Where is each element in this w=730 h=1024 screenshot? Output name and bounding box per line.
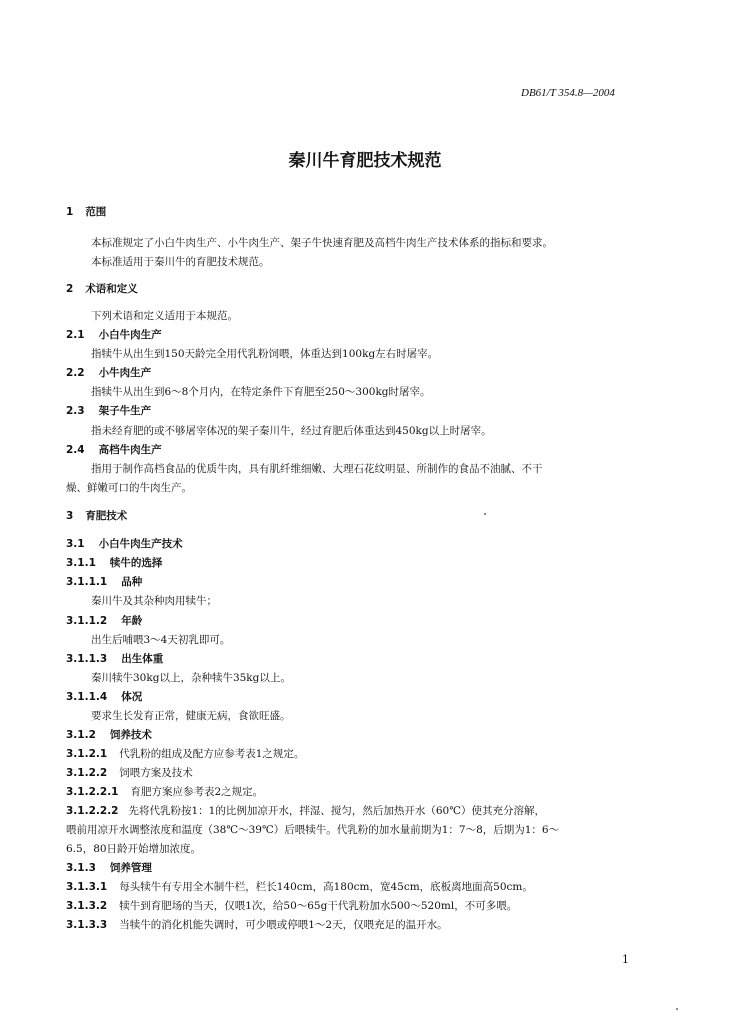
clause-heading	[66, 690, 142, 704]
clause-heading	[66, 366, 151, 380]
paragraph: 指犊牛从出生到150天龄完全用代乳粉饲喂，体重达到100kg左右时屠宰。	[91, 348, 439, 360]
section-title: 范围	[85, 206, 107, 218]
clause-number: 3.1.3	[66, 862, 96, 874]
clause-heading	[66, 575, 142, 589]
section-number: 3	[66, 510, 74, 522]
paragraph: 指用于制作高档食品的优质牛肉，具有肌纤维细嫩、大理石花纹明显、所制作的食品不油腻、不干	[91, 463, 543, 475]
section-1-heading	[66, 205, 106, 219]
paragraph-continuation: 喂前用凉开水调整浓度和温度（38℃～39℃）后喂犊牛。代乳粉的加水量前期为1：7～8，后期为1：6～	[66, 824, 560, 836]
clause-title: 饲养管理	[109, 862, 152, 874]
clause-text: 犊牛到育肥场的当天，仅喂1次，给50～65g干代乳粉加水500～520ml，不可多喂。	[119, 900, 518, 912]
section-number: 1	[66, 206, 74, 218]
clause-heading	[66, 614, 142, 628]
paragraph-continuation: 6.5，80日龄开始增加浓度。	[66, 843, 202, 855]
clause-title: 小白牛肉生产技术	[98, 538, 183, 550]
paragraph: 本标准适用于秦川牛的育肥技术规范。	[91, 256, 270, 268]
clause-number: 3.1.3.1	[66, 881, 108, 893]
clause-number: 3.1.2.2.1	[66, 786, 119, 798]
clause-number: 3.1.1.3	[66, 653, 108, 665]
paragraph: 秦川犊牛30kg以上，杂种犊牛35kg以上。	[91, 672, 291, 684]
clause-title: 犊牛的选择	[109, 557, 163, 569]
clause-title: 小牛肉生产	[98, 367, 152, 379]
page-number: 1	[622, 953, 629, 966]
clause-line	[66, 785, 263, 799]
section-title: 育肥技术	[85, 510, 128, 522]
clause-number: 2.1	[66, 329, 85, 341]
section-number: 2	[66, 283, 74, 295]
clause-heading	[66, 537, 183, 551]
clause-heading	[66, 861, 152, 875]
clause-title: 架子牛生产	[98, 405, 152, 417]
clause-title: 出生体重	[121, 653, 164, 665]
paragraph: 秦川牛及其杂种肉用犊牛；	[91, 595, 217, 607]
clause-text: 当犊牛的消化机能失调时，可少喂或停喂1～2天，仅喂充足的温开水。	[119, 919, 448, 931]
clause-title: 年龄	[121, 615, 143, 627]
paragraph: 要求生长发育正常，健康无病，食欲旺盛。	[91, 710, 291, 722]
clause-number: 3.1.1	[66, 557, 96, 569]
paragraph: 下列术语和定义适用于本规范。	[91, 310, 238, 322]
scan-speck	[484, 513, 486, 515]
paragraph-continuation: 燥、鲜嫩可口的牛肉生产。	[66, 482, 192, 494]
section-title: 术语和定义	[85, 283, 138, 295]
clause-number: 2.2	[66, 367, 85, 379]
clause-number: 3.1.2	[66, 729, 96, 741]
clause-number: 2.4	[66, 444, 85, 456]
clause-number: 3.1	[66, 538, 85, 550]
clause-number: 3.1.1.2	[66, 615, 108, 627]
clause-text: 育肥方案应参考表2之规定。	[130, 786, 264, 798]
clause-line	[66, 918, 448, 932]
paragraph: 指犊牛从出生到6～8个月内，在特定条件下育肥至250～300kg时屠宰。	[91, 386, 431, 398]
clause-text: 先将代乳粉按1：1的比例加凉开水，拌湿、搅匀，然后加热开水（60℃）使其充分溶解，	[128, 805, 545, 817]
paragraph: 指未经育肥的或不够屠宰体况的架子秦川牛，经过育肥后体重达到450kg以上时屠宰。	[91, 425, 492, 437]
clause-text: 代乳粉的组成及配方应参考表1之规定。	[119, 748, 305, 760]
paragraph: 出生后哺喂3～4天初乳即可。	[91, 634, 231, 646]
clause-heading	[66, 443, 162, 457]
clause-number: 2.3	[66, 405, 85, 417]
scan-speck	[676, 1008, 678, 1010]
clause-number: 3.1.3.2	[66, 900, 108, 912]
clause-title: 高档牛肉生产	[98, 444, 162, 456]
clause-line	[66, 747, 304, 761]
clause-heading	[66, 328, 162, 342]
section-2-heading	[66, 282, 138, 296]
clause-line	[66, 766, 193, 780]
clause-heading	[66, 728, 152, 742]
standard-code: DB61/T 354.8—2004	[521, 87, 615, 99]
clause-heading	[66, 652, 163, 666]
clause-title: 品种	[121, 576, 143, 588]
clause-title: 饲养技术	[109, 729, 152, 741]
clause-number: 3.1.1.1	[66, 576, 108, 588]
clause-heading	[66, 556, 162, 570]
document-title: 秦川牛育肥技术规范	[288, 151, 442, 171]
clause-line	[66, 804, 545, 818]
clause-number: 3.1.2.2.2	[66, 805, 119, 817]
clause-title: 小白牛肉生产	[98, 329, 162, 341]
section-3-heading	[66, 509, 127, 523]
clause-number: 3.1.3.3	[66, 919, 108, 931]
clause-line	[66, 880, 533, 894]
paragraph: 本标准规定了小白牛肉生产、小牛肉生产、架子牛快速育肥及高档牛肉生产技术体系的指标和要求。	[91, 237, 553, 249]
clause-title: 体况	[121, 691, 143, 703]
clause-text: 每头犊牛有专用全木制牛栏，栏长140cm，高180cm，宽45cm，底板离地面高50cm。	[119, 881, 533, 893]
clause-number: 3.1.2.1	[66, 748, 108, 760]
clause-line	[66, 899, 517, 913]
clause-text: 饲喂方案及技术	[119, 767, 193, 779]
clause-heading	[66, 404, 151, 418]
clause-number: 3.1.1.4	[66, 691, 108, 703]
clause-number: 3.1.2.2	[66, 767, 108, 779]
